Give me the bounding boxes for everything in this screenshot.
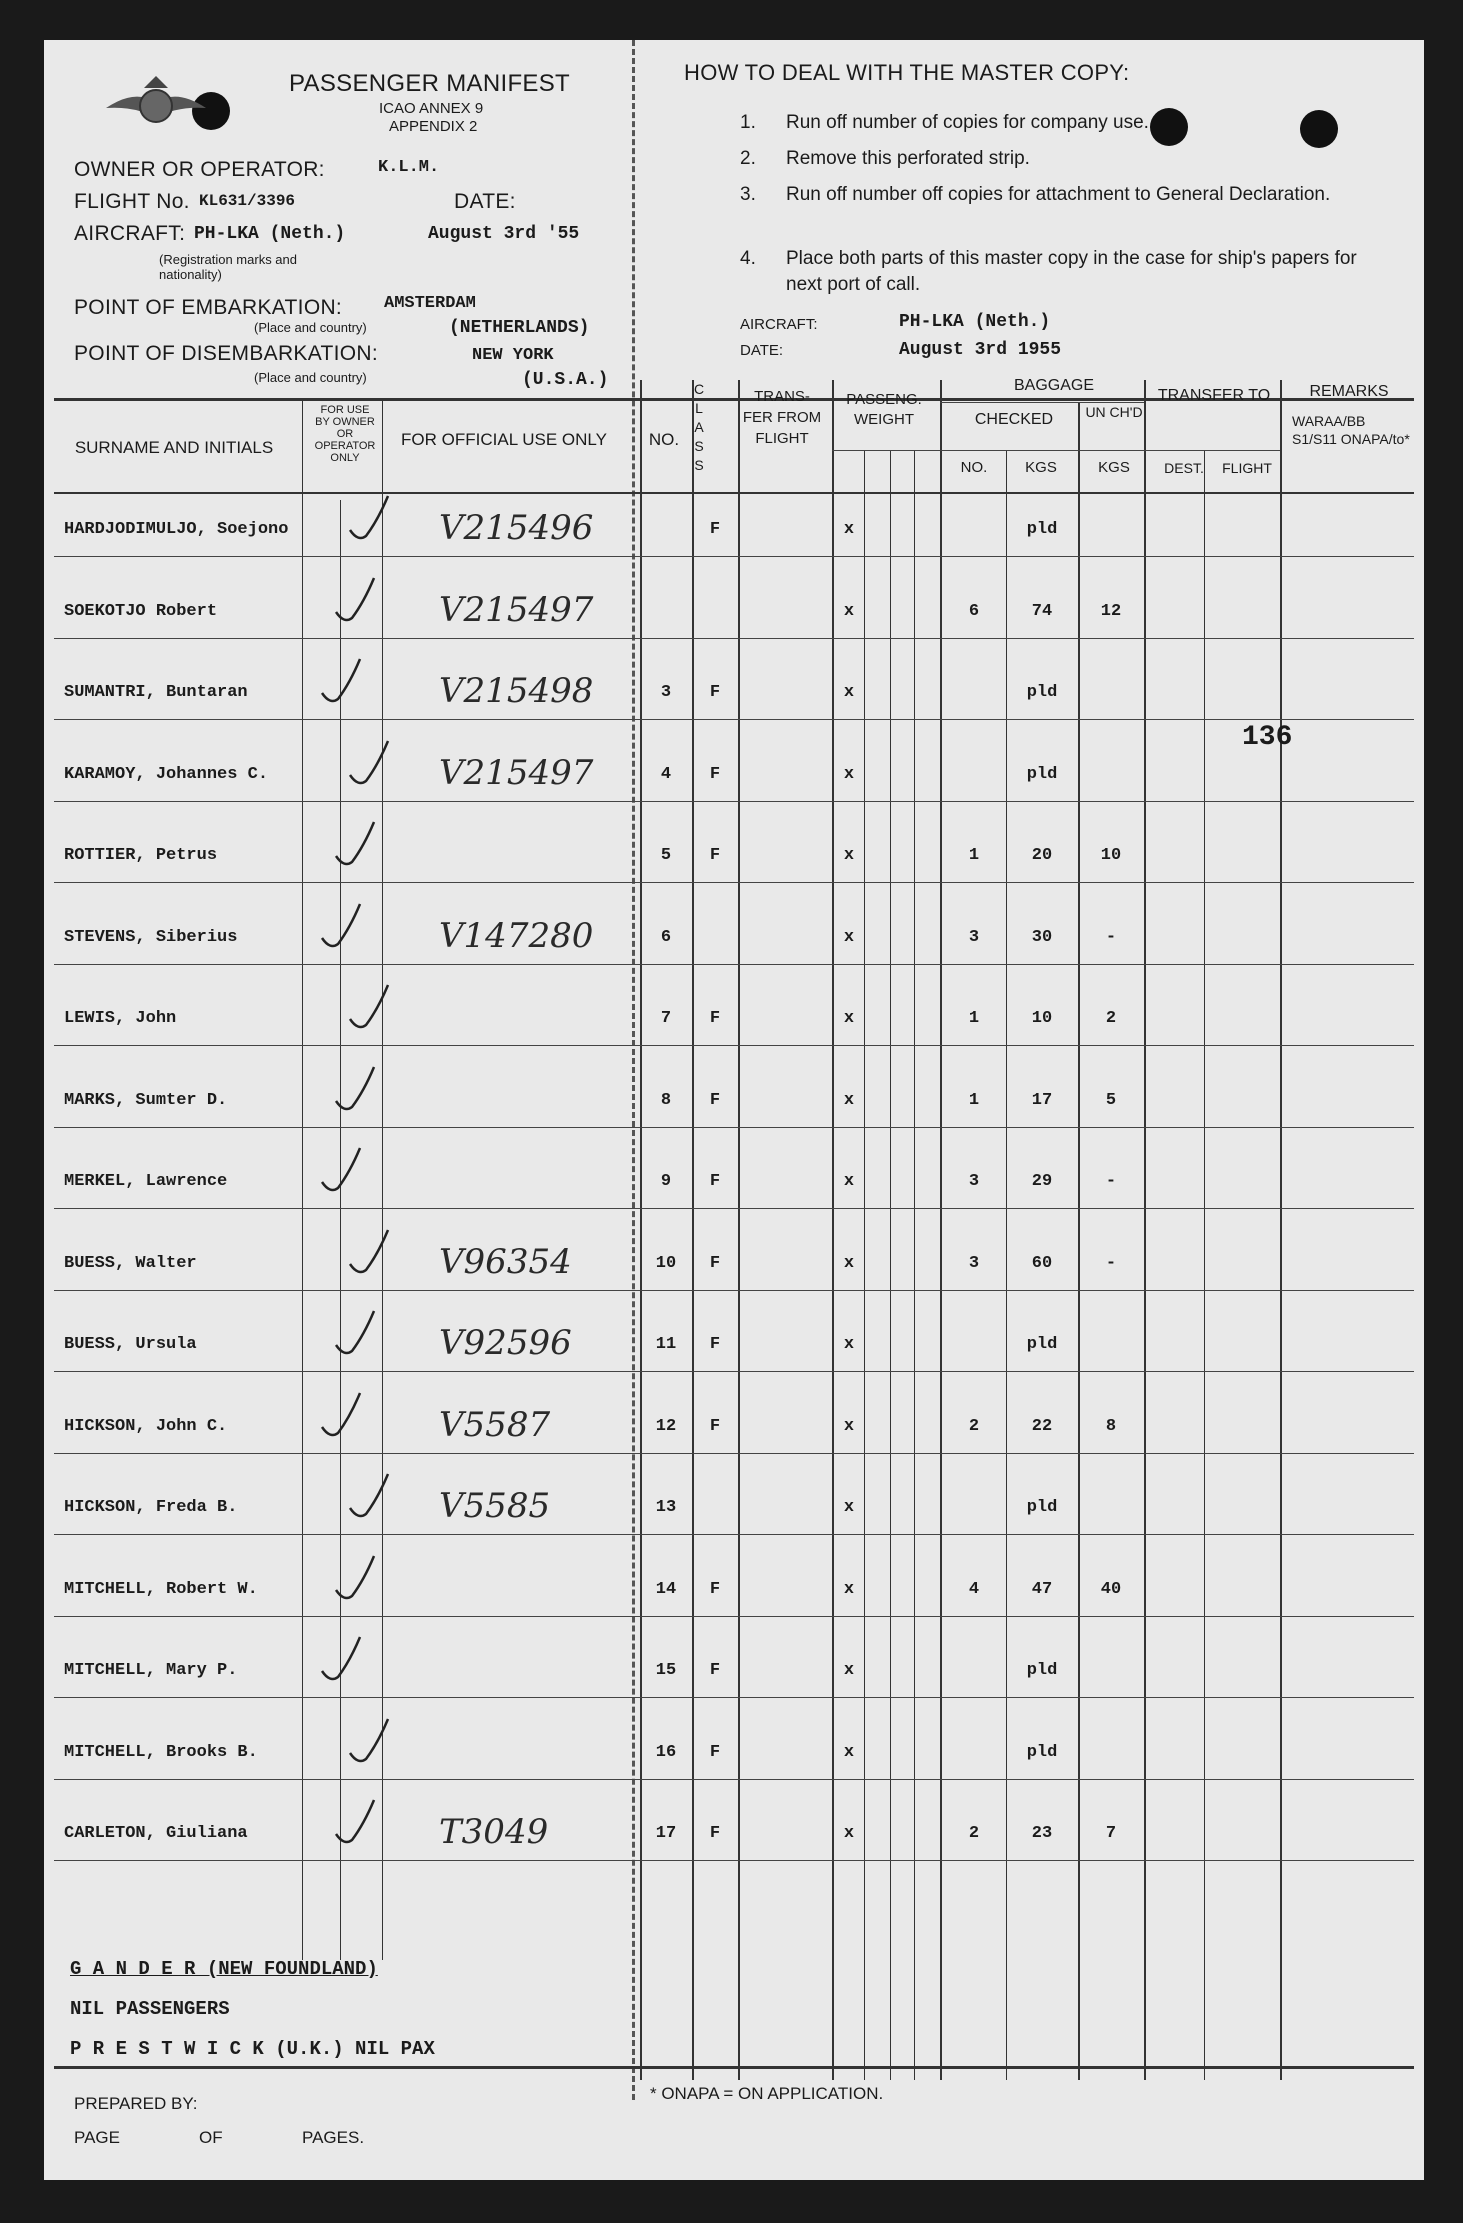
baggage-count: 4 [968, 1580, 980, 1599]
rule [738, 380, 740, 2080]
remark-number: 136 [1242, 722, 1293, 753]
date-label: DATE: [454, 190, 516, 213]
row-rule [54, 1453, 1414, 1454]
disembarkation-country: (U.S.A.) [522, 370, 609, 390]
right-date-label: DATE: [740, 342, 784, 359]
prestwick-note: P R E S T W I C K (U.K.) NIL PAX [70, 2038, 435, 2060]
passenger-name: HARDJODIMULJO, Soejono [64, 520, 289, 539]
passenger-class: F [709, 765, 721, 784]
baggage-count: 3 [968, 928, 980, 947]
annex-label: ICAO ANNEX 9 [379, 100, 484, 117]
passenger-class: F [709, 1661, 721, 1680]
baggage-count: 3 [968, 1172, 980, 1191]
baggage-kgs: pld [1026, 765, 1058, 784]
baggage-kgs: 29 [1031, 1172, 1053, 1191]
weight-mark: x [843, 1335, 855, 1354]
weight-mark: x [843, 1417, 855, 1436]
onapa-footnote: * ONAPA = ON APPLICATION. [650, 2084, 884, 2103]
baggage-kgs: pld [1026, 1661, 1058, 1680]
col-checked-kgs: KGS [1025, 459, 1057, 476]
weight-mark: x [843, 1824, 855, 1843]
official-number: T3049 [439, 1812, 549, 1852]
instruction-4-number: 4. [740, 248, 756, 269]
embarkation-country: (NETHERLANDS) [449, 318, 590, 338]
passenger-class: F [709, 1580, 721, 1599]
passenger-class: F [709, 1254, 721, 1273]
passenger-number: 14 [655, 1580, 677, 1599]
rule [302, 400, 303, 1960]
passenger-number: 12 [655, 1417, 677, 1436]
passenger-number: 3 [660, 683, 672, 702]
passenger-name: HICKSON, Freda B. [64, 1498, 238, 1517]
col-remarks-sub: WARAA/BB S1/S11 ONAPA/to* [1292, 413, 1410, 447]
weight-mark: x [843, 1091, 855, 1110]
official-number: V92596 [439, 1323, 572, 1363]
check-mark-icon [316, 1142, 376, 1202]
embarkation-label: POINT OF EMBARKATION: [74, 296, 343, 319]
passenger-number: 7 [660, 1009, 672, 1028]
baggage-kgs: pld [1026, 1335, 1058, 1354]
weight-mark: x [843, 1743, 855, 1762]
baggage-kgs: pld [1026, 1498, 1058, 1517]
col-class: CLASS [693, 381, 705, 473]
unchecked-kgs: 12 [1100, 602, 1122, 621]
baggage-count: 3 [968, 1254, 980, 1273]
passenger-name: BUESS, Walter [64, 1254, 197, 1273]
disembarkation-place-note: (Place and country) [254, 370, 367, 385]
official-number: V215497 [439, 753, 594, 793]
punch-hole [1300, 110, 1338, 148]
disembarkation-value: NEW YORK [472, 346, 554, 365]
weight-mark: x [843, 1580, 855, 1599]
row-rule [54, 1697, 1414, 1698]
weight-mark: x [843, 928, 855, 947]
baggage-kgs: pld [1026, 1743, 1058, 1762]
instruction-2: Remove this perforated strip. [786, 148, 1030, 169]
check-mark-icon [316, 653, 376, 713]
instructions-title: HOW TO DEAL WITH THE MASTER COPY: [684, 60, 1130, 85]
aircraft-label: AIRCRAFT: [74, 222, 186, 245]
page-label: PAGE [74, 2128, 120, 2147]
check-mark-icon [316, 1387, 376, 1447]
owner-label: OWNER OR OPERATOR: [74, 158, 325, 181]
passenger-name: MITCHELL, Brooks B. [64, 1743, 258, 1762]
official-number: V147280 [439, 916, 594, 956]
passenger-class: F [709, 1335, 721, 1354]
right-aircraft-label: AIRCRAFT: [740, 316, 818, 333]
passenger-class: F [709, 1009, 721, 1028]
col-unchd: UN CH'D [1085, 404, 1143, 420]
check-mark-icon [330, 1794, 390, 1854]
passenger-class: F [709, 1417, 721, 1436]
col-baggage: BAGGAGE [1013, 377, 1095, 394]
check-mark-icon [344, 1468, 404, 1528]
row-rule [54, 1616, 1414, 1617]
passenger-class: F [709, 520, 721, 539]
weight-mark: x [843, 1172, 855, 1191]
unchecked-kgs: - [1105, 928, 1117, 947]
baggage-kgs: pld [1026, 520, 1058, 539]
check-mark-icon [344, 735, 404, 795]
check-mark-icon [344, 1224, 404, 1284]
perforation-line [632, 40, 635, 2100]
weight-mark: x [843, 683, 855, 702]
baggage-kgs: 23 [1031, 1824, 1053, 1843]
passenger-number: 17 [655, 1824, 677, 1843]
passenger-name: KARAMOY, Johannes C. [64, 765, 269, 784]
instruction-3: Run off number off copies for attachment to General Declaration. [786, 184, 1331, 205]
passenger-name: BUESS, Ursula [64, 1335, 197, 1354]
col-remarks: REMARKS [1309, 383, 1389, 400]
unchecked-kgs: 5 [1105, 1091, 1117, 1110]
passenger-name: MARKS, Sumter D. [64, 1091, 228, 1110]
rule [890, 450, 891, 2080]
check-mark-icon [316, 1631, 376, 1691]
col-dest: DEST. [1164, 460, 1204, 476]
rule [1204, 450, 1205, 2080]
official-number: V5585 [439, 1486, 551, 1526]
right-aircraft-value: PH-LKA (Neth.) [899, 312, 1051, 332]
check-mark-icon [344, 490, 404, 550]
check-mark-icon [330, 1061, 390, 1121]
instruction-4: Place both parts of this master copy in the case for ship's papers for next port of call. [786, 248, 1357, 295]
baggage-count: 2 [968, 1417, 980, 1436]
col-unchd-kgs: KGS [1098, 459, 1130, 476]
passenger-name: MERKEL, Lawrence [64, 1172, 228, 1191]
official-number: V215497 [439, 590, 594, 630]
passenger-number: 15 [655, 1661, 677, 1680]
disembarkation-label: POINT OF DISEMBARKATION: [74, 342, 378, 365]
baggage-kgs: 10 [1031, 1009, 1053, 1028]
gander-note: G A N D E R (NEW FOUNDLAND) [70, 1958, 378, 1980]
passenger-name: STEVENS, Siberius [64, 928, 238, 947]
row-rule [54, 1208, 1414, 1209]
col-owner-use: FOR USE BY OWNER OR OPERATOR ONLY [314, 404, 376, 464]
col-no: NO. [648, 430, 680, 449]
instruction-3-number: 3. [740, 184, 756, 205]
col-transfer-from: TRANS-FER FROM FLIGHT [742, 388, 822, 447]
row-rule [54, 556, 1414, 557]
baggage-kgs: 20 [1031, 846, 1053, 865]
baggage-kgs: pld [1026, 683, 1058, 702]
passenger-number: 13 [655, 1498, 677, 1517]
rule [832, 450, 940, 451]
passenger-number: 9 [660, 1172, 672, 1191]
check-mark-icon [344, 1713, 404, 1773]
rule [914, 450, 915, 2080]
baggage-kgs: 74 [1031, 602, 1053, 621]
official-number: V5587 [439, 1405, 551, 1445]
official-number: V96354 [439, 1242, 572, 1282]
check-mark-icon [316, 898, 376, 958]
unchecked-kgs: - [1105, 1172, 1117, 1191]
passenger-name: LEWIS, John [64, 1009, 177, 1028]
weight-mark: x [843, 1009, 855, 1028]
embarkation-place-note: (Place and country) [254, 320, 367, 335]
manifest-title: PASSENGER MANIFEST [289, 70, 571, 97]
unchecked-kgs: 2 [1105, 1009, 1117, 1028]
unchecked-kgs: 10 [1100, 846, 1122, 865]
passenger-class: F [709, 1743, 721, 1762]
aircraft-value: PH-LKA (Neth.) [194, 224, 346, 244]
passenger-number: 5 [660, 846, 672, 865]
instruction-2-number: 2. [740, 148, 756, 169]
rule [1280, 380, 1282, 2080]
unchecked-kgs: 7 [1105, 1824, 1117, 1843]
passenger-name: MITCHELL, Robert W. [64, 1580, 258, 1599]
table-header-rule [54, 492, 1414, 494]
weight-mark: x [843, 846, 855, 865]
unchecked-kgs: 40 [1100, 1580, 1122, 1599]
weight-mark: x [843, 765, 855, 784]
baggage-count: 6 [968, 602, 980, 621]
passenger-number: 8 [660, 1091, 672, 1110]
passenger-number: 4 [660, 765, 672, 784]
row-rule [54, 1371, 1414, 1372]
passenger-number: 10 [655, 1254, 677, 1273]
passenger-name: MITCHELL, Mary P. [64, 1661, 238, 1680]
row-rule [54, 1860, 1414, 1861]
embarkation-value: AMSTERDAM [384, 294, 476, 313]
check-mark-icon [330, 1550, 390, 1610]
baggage-kgs: 47 [1031, 1580, 1053, 1599]
baggage-count: 1 [968, 1009, 980, 1028]
passenger-name: SUMANTRI, Buntaran [64, 683, 248, 702]
check-mark-icon [344, 979, 404, 1039]
passenger-class: F [709, 1172, 721, 1191]
check-mark-icon [330, 1305, 390, 1365]
passenger-name: HICKSON, John C. [64, 1417, 228, 1436]
passenger-class: F [709, 846, 721, 865]
instruction-1: Run off number of copies for company use. [786, 112, 1149, 133]
instruction-1-number: 1. [740, 112, 756, 133]
baggage-count: 2 [968, 1824, 980, 1843]
row-rule [54, 882, 1414, 883]
col-checked: CHECKED [974, 411, 1054, 428]
flight-label: FLIGHT No. [74, 190, 190, 213]
passenger-class: F [709, 1824, 721, 1843]
passenger-name: ROTTIER, Petrus [64, 846, 218, 865]
passenger-class: F [709, 683, 721, 702]
passenger-name: CARLETON, Giuliana [64, 1824, 248, 1843]
official-number: V215496 [439, 508, 594, 548]
weight-mark: x [843, 520, 855, 539]
weight-mark: x [843, 602, 855, 621]
row-rule [54, 964, 1414, 965]
nil-passengers-note: NIL PASSENGERS [70, 1998, 230, 2020]
row-rule [54, 719, 1414, 720]
footer-rule [54, 2066, 1414, 2069]
right-date-value: August 3rd 1955 [899, 340, 1062, 360]
baggage-count: 1 [968, 1091, 980, 1110]
prepared-by-label: PREPARED BY: [74, 2094, 198, 2113]
owner-value: K.L.M. [378, 158, 440, 177]
row-rule [54, 638, 1414, 639]
registration-note: (Registration marks and nationality) [159, 252, 297, 282]
passenger-number: 16 [655, 1743, 677, 1762]
manifest-sheet [44, 40, 1424, 2180]
col-flight: FLIGHT [1222, 460, 1272, 476]
passenger-name: SOEKOTJO Robert [64, 602, 218, 621]
appendix-label: APPENDIX 2 [389, 118, 478, 135]
passenger-number: 11 [655, 1335, 677, 1354]
col-transfer-to: TRANSFER TO [1157, 387, 1271, 404]
rule [1144, 380, 1146, 2080]
unchecked-kgs: - [1105, 1254, 1117, 1273]
official-number: V215498 [439, 671, 594, 711]
row-rule [54, 1534, 1414, 1535]
baggage-kgs: 17 [1031, 1091, 1053, 1110]
rule [940, 450, 1280, 451]
row-rule [54, 801, 1414, 802]
col-official: FOR OFFICIAL USE ONLY [401, 430, 607, 449]
flight-value: KL631/3396 [199, 192, 296, 210]
weight-mark: x [843, 1661, 855, 1680]
baggage-kgs: 60 [1031, 1254, 1053, 1273]
of-label: OF [199, 2128, 223, 2147]
row-rule [54, 1290, 1414, 1291]
rule [940, 402, 1144, 403]
check-mark-icon [330, 816, 390, 876]
passenger-class: F [709, 1091, 721, 1110]
passenger-number: 6 [660, 928, 672, 947]
row-rule [54, 1779, 1414, 1780]
weight-mark: x [843, 1498, 855, 1517]
unchecked-kgs: 8 [1105, 1417, 1117, 1436]
col-checked-no: NO. [960, 459, 988, 476]
col-surname: SURNAME AND INITIALS [74, 438, 274, 457]
col-weight: PASSENG. WEIGHT [846, 391, 922, 428]
row-rule [54, 1127, 1414, 1128]
check-mark-icon [330, 572, 390, 632]
pages-label: PAGES. [302, 2128, 365, 2147]
date-value: August 3rd '55 [428, 224, 580, 244]
klm-logo [96, 68, 216, 138]
baggage-count: 1 [968, 846, 980, 865]
baggage-kgs: 30 [1031, 928, 1053, 947]
weight-mark: x [843, 1254, 855, 1273]
row-rule [54, 1045, 1414, 1046]
punch-hole [1150, 108, 1188, 146]
baggage-kgs: 22 [1031, 1417, 1053, 1436]
